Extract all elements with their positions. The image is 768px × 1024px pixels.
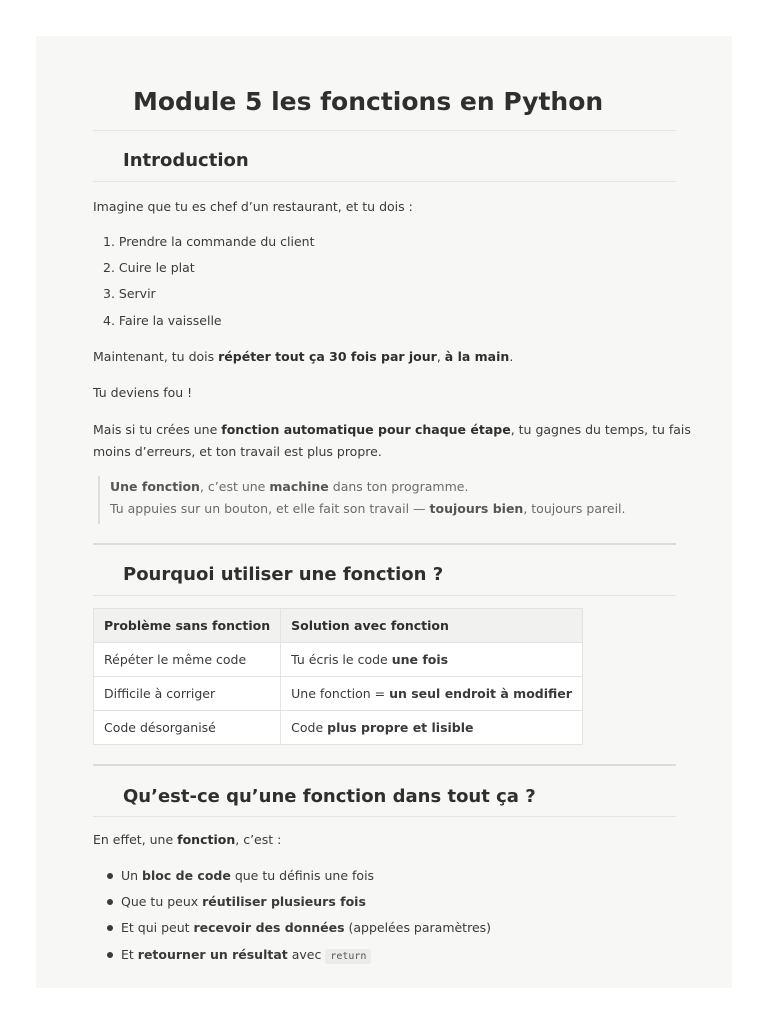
bold-text: plus propre et lisible (327, 720, 474, 735)
list-number: 3. (103, 286, 115, 301)
table-row (94, 643, 583, 677)
list-number: 4. (103, 313, 115, 328)
bold-text: machine (269, 479, 329, 494)
list-item (103, 946, 371, 966)
bullet-icon (107, 873, 113, 879)
column-header: Solution avec fonction (281, 609, 583, 643)
text: En effet, une (93, 832, 178, 847)
list-item-text: Servir (118, 286, 156, 301)
comparison-table (93, 608, 583, 745)
text: Mais si tu crées une (93, 422, 222, 437)
list-item (103, 233, 315, 251)
table-row (94, 677, 583, 711)
text: , toujours pareil. (523, 501, 626, 516)
bold-text: à la main (444, 349, 510, 364)
text: , tu gagnes du temps, tu fais (510, 422, 691, 437)
heading-divider (93, 816, 676, 817)
heading-introduction: Introduction (123, 150, 249, 171)
bullet-icon (107, 952, 113, 958)
blockquote (98, 476, 670, 524)
list-number: 1. (103, 234, 115, 249)
text: Code (291, 720, 328, 735)
text: , c’est : (235, 832, 282, 847)
table-row (94, 711, 583, 745)
text: (appelées paramètres) (344, 920, 492, 935)
bullet-icon (107, 899, 113, 905)
text: Tu appuies sur un bouton, et elle fait son travail — (110, 501, 430, 516)
intro-lead: Imagine que tu es chef d’un restaurant, et tu dois : (93, 199, 413, 214)
bold-text: fonction (177, 832, 236, 847)
paragraph-crazy: Tu deviens fou ! (93, 385, 193, 400)
list-item-text: Faire la vaisselle (118, 313, 222, 328)
text: Maintenant, tu dois (93, 349, 219, 364)
paragraph-but (93, 419, 691, 463)
heading-what: Qu’est-ce qu’une fonction dans tout ça ? (123, 786, 536, 807)
text: , (436, 349, 445, 364)
list-number: 2. (103, 260, 115, 275)
bold-text: Une fonction (110, 479, 200, 494)
table-cell: Difficile à corriger (94, 677, 281, 711)
heading-divider (93, 595, 676, 596)
bold-text: recevoir des données (193, 920, 345, 935)
list-item (103, 919, 491, 937)
text: avec (287, 947, 326, 962)
list-item (103, 259, 195, 277)
list-item (103, 285, 156, 303)
bold-text: retourner un résultat (137, 947, 288, 962)
heading-divider (93, 181, 676, 182)
paragraph-repeat (93, 346, 676, 368)
bold-text: bloc de code (142, 868, 231, 883)
text: dans ton programme. (328, 479, 469, 494)
bold-text: un seul endroit à modifier (389, 686, 572, 701)
heading-why: Pourquoi utiliser une fonction ? (123, 564, 444, 585)
list-item (103, 867, 374, 885)
text: Un (121, 868, 143, 883)
text: moins d’erreurs, et ton travail est plus propre. (93, 444, 382, 459)
table-header-row (94, 609, 583, 643)
table-cell (281, 643, 583, 677)
section-divider (93, 764, 676, 766)
list-item-text: Cuire le plat (118, 260, 195, 275)
text: Tu écris le code (291, 652, 392, 667)
bold-text: toujours bien (429, 501, 524, 516)
text: Et qui peut (121, 920, 194, 935)
title-divider (93, 130, 676, 131)
text: Et (121, 947, 138, 962)
table-cell: Code désorganisé (94, 711, 281, 745)
bold-text: répéter tout ça 30 fois par jour (218, 349, 437, 364)
page-title: Module 5 les fonctions en Python (133, 87, 604, 116)
section-divider (93, 543, 676, 545)
bold-text: fonction automatique pour chaque étape (221, 422, 511, 437)
column-header: Problème sans fonction (94, 609, 281, 643)
text: . (509, 349, 514, 364)
list-item-text: Prendre la commande du client (118, 234, 315, 249)
bold-text: réutiliser plusieurs fois (202, 894, 366, 909)
inline-code: return (325, 949, 371, 964)
text: , c’est une (199, 479, 270, 494)
table-cell (281, 711, 583, 745)
table-cell: Répéter le même code (94, 643, 281, 677)
paragraph-what (93, 829, 676, 851)
list-item (103, 893, 366, 911)
table-cell (281, 677, 583, 711)
text: Une fonction = (291, 686, 390, 701)
bullet-icon (107, 925, 113, 931)
text: que tu définis une fois (230, 868, 375, 883)
text: Que tu peux (121, 894, 203, 909)
list-item (103, 312, 222, 330)
bold-text: une fois (391, 652, 449, 667)
document-page (36, 36, 732, 988)
